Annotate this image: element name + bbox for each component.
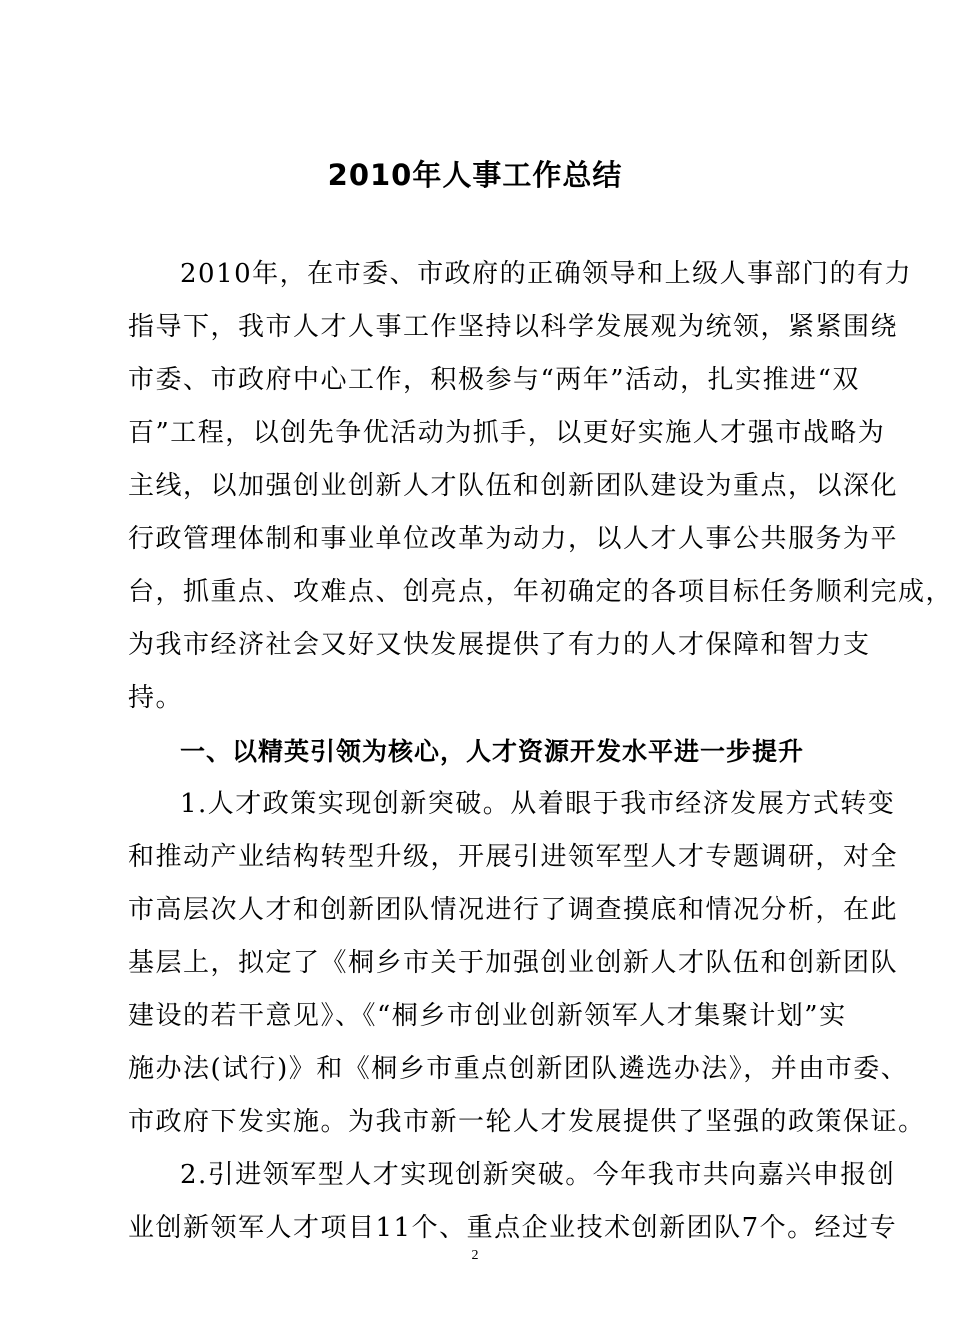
text-line: 百”工程，以创先争优活动为抓手，以更好实施人才强市战略为	[128, 418, 886, 448]
text-line: 业创新领军人才项目11个、重点企业技术创新团队7个。经过专	[128, 1213, 898, 1243]
paragraph-policy	[128, 778, 926, 1149]
text-line: 施办法(试行)》和《桐乡市重点创新团队遴选办法》，并由市委、	[128, 1054, 909, 1084]
document-title: 2010年人事工作总结	[327, 158, 623, 192]
text-line: 为我市经济社会又好又快发展提供了有力的人才保障和智力支	[128, 630, 871, 660]
page-number: 2	[471, 1248, 479, 1263]
text-line: 市委、市政府中心工作，积极参与“两年”活动，扎实推进“双	[128, 365, 860, 395]
text-line: 和推动产业结构转型升级，开展引进领军型人才专题调研，对全	[128, 842, 899, 872]
document-body	[128, 248, 953, 1255]
text-line: 持。	[128, 683, 184, 713]
text-line: 主线，以加强创业创新人才队伍和创新团队建设为重点，以深化	[128, 471, 899, 501]
text-line: 2.引进领军型人才实现创新突破。今年我市共向嘉兴申报创	[180, 1160, 896, 1190]
text-line: 市高层次人才和创新团队情况进行了调查摸底和情况分析，在此	[128, 895, 899, 925]
text-line: 基层上，拟定了《桐乡市关于加强创业创新人才队伍和创新团队	[128, 948, 899, 978]
paragraph-intro	[128, 248, 953, 725]
text-line: 1.人才政策实现创新突破。从着眼于我市经济发展方式转变	[180, 789, 896, 819]
text-line: 指导下，我市人才人事工作坚持以科学发展观为统领，紧紧围绕	[128, 312, 899, 342]
paragraph-talent	[128, 1149, 898, 1255]
text-line: 市政府下发实施。为我市新一轮人才发展提供了坚强的政策保证。	[128, 1107, 926, 1137]
text-line: 台，抓重点、攻难点、创亮点，年初确定的各项目标任务顺利完成，	[128, 577, 953, 607]
section-heading: 一、以精英引领为核心，人才资源开发水平进一步提升	[180, 737, 805, 766]
text-line: 2010年，在市委、市政府的正确领导和上级人事部门的有力	[180, 259, 913, 289]
text-line: 建设的若干意见》、《“桐乡市创业创新领军人才集聚计划”实	[128, 1001, 847, 1031]
text-line: 行政管理体制和事业单位改革为动力，以人才人事公共服务为平	[128, 524, 899, 554]
